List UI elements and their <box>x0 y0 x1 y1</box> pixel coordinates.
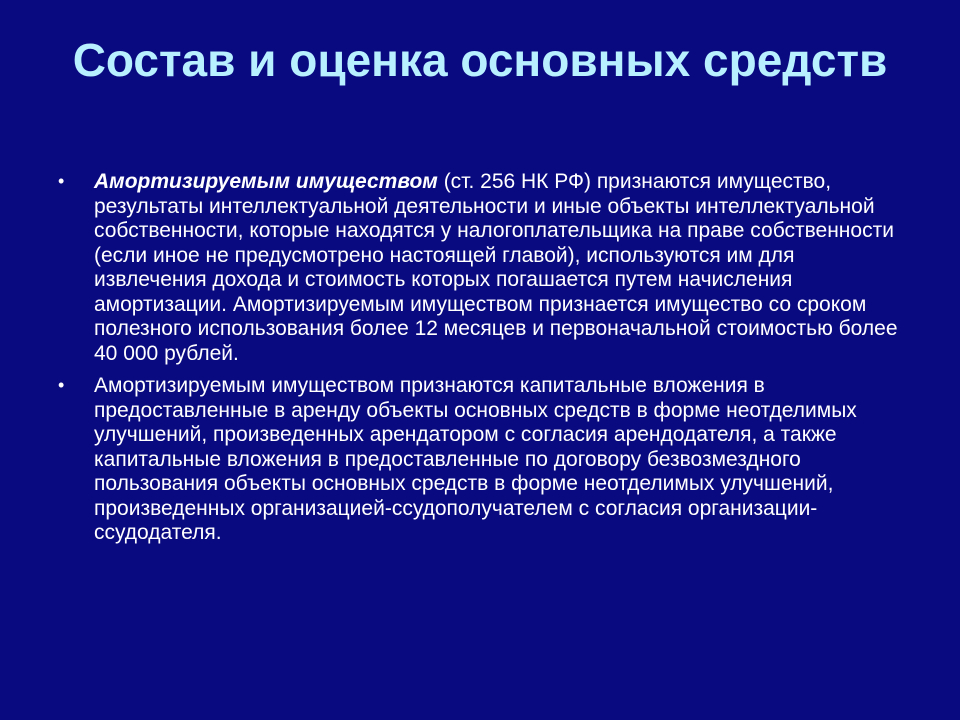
bullet-text: (ст. 256 НК РФ) признаются имущество, результаты интеллектуальной деятельности и иные объекты интеллектуальной собственности, которые находятся у налогоплательщика на праве собственности (если иное не предусмотрено настоящей главой), используются им для извлечения дохода и стоимость которых погашается путем начисления амортизации. Амортизируемым имуществом признается имущество со сроком полезного использования более 12 месяцев и первоначальной стоимостью более 40 000 рублей. <box>94 170 898 365</box>
bullet-marker: • <box>58 171 65 191</box>
slide-title: Состав и оценка основных средств <box>72 34 888 86</box>
bullet-term: Амортизируемым имуществом <box>94 170 438 193</box>
bullet-item-capital-investments <box>58 374 908 546</box>
bullet-marker: • <box>58 375 65 395</box>
bullet-item-amortizable-property <box>58 170 908 366</box>
bullet-list <box>58 170 908 554</box>
bullet-text: Амортизируемым имуществом признаются капитальные вложения в предоставленные в аренду объекты основных средств в форме неотделимых улучшений, произведенных арендатором с согласия арендодателя, а также капитальные вложения в предоставленные по договору безвозмездного пользования объекты основных средств в форме неотделимых улучшений, произведенных организацией-ссудополучателем с согласия организации-ссудодателя. <box>94 374 857 544</box>
